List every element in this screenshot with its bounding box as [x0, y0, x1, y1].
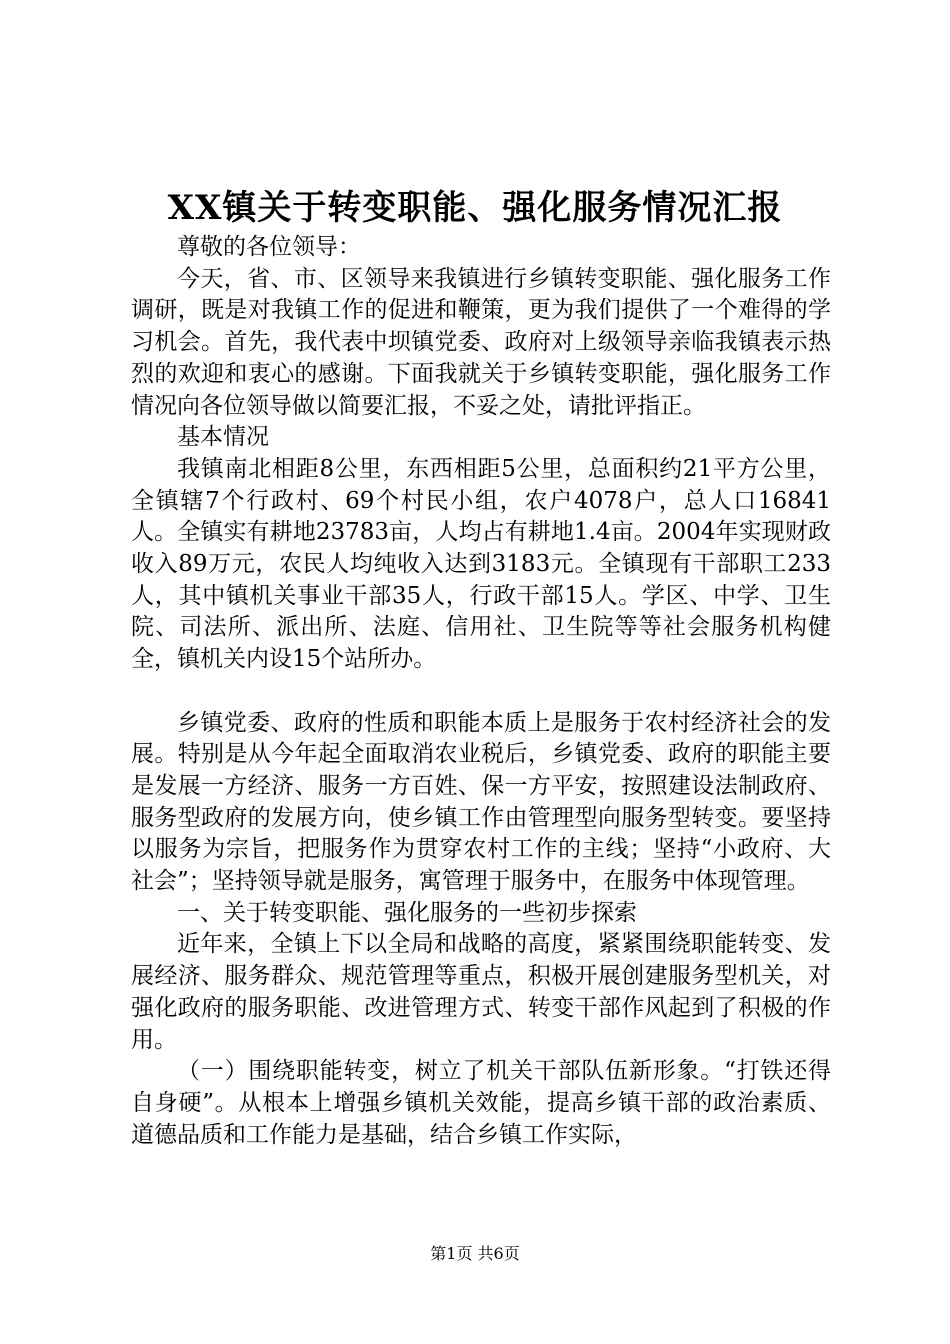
document-title: XX镇关于转变职能、强化服务情况汇报: [167, 188, 783, 228]
intro-paragraph: 今天，省、市、区领导来我镇进行乡镇转变职能、强化服务工作调研，既是对我镇工作的促进和鞭策，更为我们提供了一个难得的学习机会。首先，我代表中坝镇党委、政府对上级领导亲临我镇表示热烈的欢迎和衷心的感谢。下面我就关于乡镇转变职能，强化服务工作情况向各位领导做以简要汇报，不妥之处，请批评指正。: [131, 265, 831, 419]
subsection-one-paragraph: （一）围绕职能转变，树立了机关干部队伍新形象。“打铁还得自身硬”。从根本上增强乡镇机关效能，提高乡镇干部的政治素质、道德品质和工作能力是基础，结合乡镇工作实际，: [131, 1058, 831, 1148]
function-paragraph: 乡镇党委、政府的性质和职能本质上是服务于农村经济社会的发展。特别是从今年起全面取消农业税后，乡镇党委、政府的职能主要是发展一方经济、服务一方百姓、保一方平安，按照建设法制政府、服务型政府的发展方向，使乡镇工作由管理型向服务型转变。要坚持以服务为宗旨，把服务作为贯穿农村工作的主线；坚持“小政府、大社会”；坚持领导就是服务，寓管理于服务中，在服务中体现管理。: [131, 709, 831, 895]
document-body: [131, 232, 831, 1151]
basic-info-paragraph: 我镇南北相距8公里，东西相距5公里，总面积约21平方公里，全镇辖7个行政村、69个村民小组，农户4078户，总人口16841人。全镇实有耕地23783亩，人均占有耕地1.4亩。2004年实现财政收入89万元，农民人均纯收入达到3183元。全镇现有干部职工233人，其中镇机关事业干部35人，行政干部15人。学区、中学、卫生院、司法所、派出所、法庭、信用社、卫生院等等社会服务机构健全，镇机关内设15个站所办。: [131, 455, 831, 673]
exploration-paragraph: 近年来，全镇上下以全局和战略的高度，紧紧围绕职能转变、发展经济、服务群众、规范管理等重点，积极开展创建服务型机关，对强化政府的服务职能、改进管理方式、转变干部作风起到了积极的作用。: [131, 931, 831, 1053]
section-heading-basic: 基本情况: [177, 424, 269, 451]
section-heading-one: 一、关于转变职能、强化服务的一些初步探索: [177, 899, 637, 926]
page-number-footer: 第1页 共6页: [430, 1244, 520, 1263]
salutation-paragraph: 尊敬的各位领导：: [177, 234, 361, 260]
